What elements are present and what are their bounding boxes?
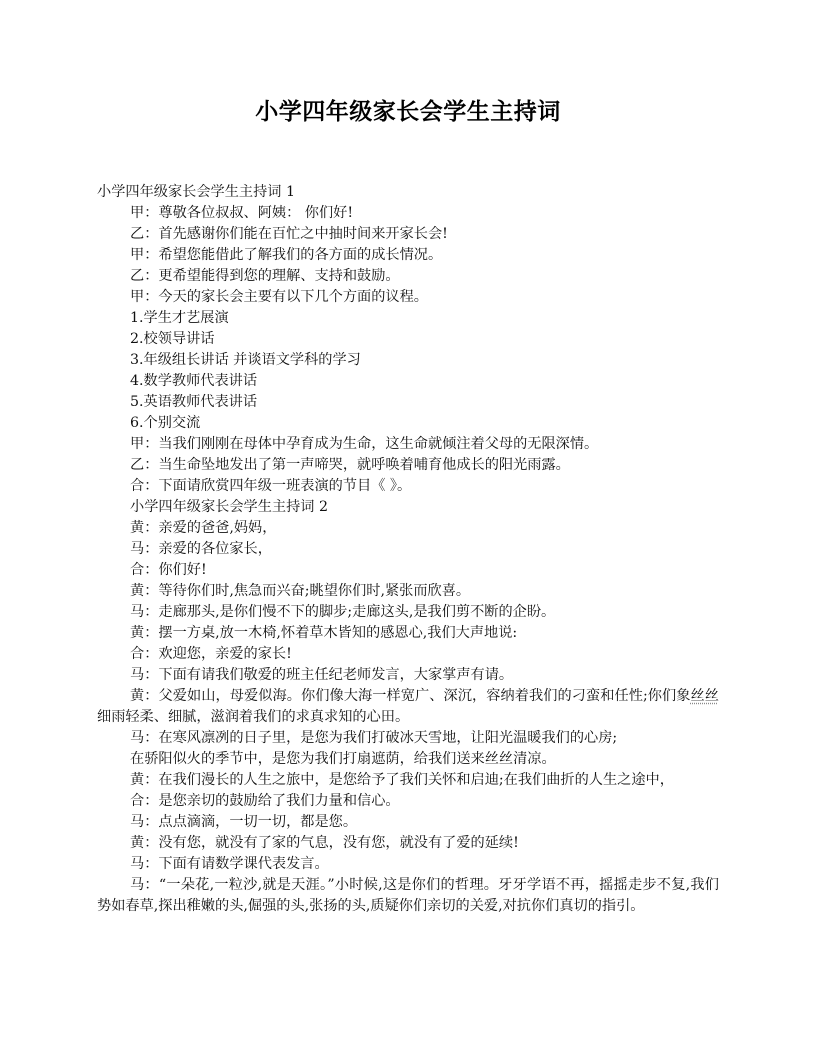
dialogue-line: 合：欢迎您，亲爱的家长!: [130, 646, 292, 662]
dialogue-line: 黄：摆一方桌,放一木椅,怀着草木皆知的感恩心,我们大声地说:: [130, 625, 518, 641]
dialogue-line: 合：是您亲切的鼓励给了我们力量和信心。: [130, 793, 400, 809]
dialogue-line: 黄：等待你们时,焦急而兴奋;眺望你们时,紧张而欣喜。: [130, 583, 471, 599]
dialogue-line: 乙：当生命坠地发出了第一声啼哭，就呼唤着哺育他成长的阳光雨露。: [130, 457, 570, 473]
dialogue-line: 黄：没有您，就没有了家的气息，没有您，就没有了爱的延续!: [130, 835, 519, 851]
dialogue-line: 马：走廊那头,是你们慢不下的脚步;走廊这头,是我们剪不断的企盼。: [130, 604, 556, 620]
dialogue-line: 甲：尊敬各位叔叔、阿姨： 你们好!: [130, 205, 354, 221]
dialogue-line: 马：“一朵花,一粒沙,就是天涯。”小时候,这是你们的哲理。牙牙学语不再，摇摇走步不复,我们势如春草,探出稚嫩的头,倔强的头,张扬的头,质疑你们亲切的关爱,对抗你们真切的指引。: [97, 877, 719, 914]
section-heading-2: 小学四年级家长会学生主持词 2: [130, 499, 328, 515]
text-run: 细雨轻柔、细腻，滋润着我们的求真求知的心田。: [97, 709, 410, 725]
section-heading-1: 小学四年级家长会学生主持词 1: [97, 184, 295, 200]
dialogue-line: 马：点点滴滴，一切一切，都是您。: [130, 814, 358, 830]
dialogue-line: [97, 686, 719, 728]
dialogue-line: 甲：当我们刚刚在母体中孕育成为生命，这生命就倾注着父母的无限深情。: [130, 436, 599, 452]
dialogue-line: 马：下面有请数学课代表发言。: [130, 856, 329, 872]
agenda-item: 1.学生才艺展演: [130, 310, 229, 326]
spellcheck-marked-word: 丝丝: [690, 688, 719, 704]
dialogue-line: 甲：今天的家长会主要有以下几个方面的议程。: [130, 289, 428, 305]
dialogue-line: 乙：首先感谢你们能在百忙之中抽时间来开家长会!: [130, 226, 448, 242]
agenda-item: 2.校领导讲话: [130, 331, 215, 347]
text-run: 黄：父爱如山，母爱似海。你们像大海一样宽广、深沉，容纳着我们的刁蛮和任性;你们象: [130, 688, 691, 704]
dialogue-line: 马：亲爱的各位家长，: [130, 541, 272, 557]
agenda-item: 3.年级组长讲话 并谈语文学科的学习: [130, 352, 361, 368]
document-title: 小学四年级家长会学生主持词: [255, 99, 561, 125]
agenda-item: 6.个别交流: [130, 415, 201, 431]
dialogue-line: 黄：在我们漫长的人生之旅中，是您给予了我们关怀和启迪;在我们曲折的人生之途中，: [130, 772, 674, 788]
dialogue-line: 甲：希望您能借此了解我们的各方面的成长情况。: [130, 247, 443, 263]
agenda-item: 5.英语教师代表讲话: [130, 394, 258, 410]
dialogue-line: 合：你们好!: [130, 562, 207, 578]
dialogue-line: 马：下面有请我们敬爱的班主任纪老师发言，大家掌声有请。: [130, 667, 514, 683]
agenda-item: 4.数学教师代表讲话: [130, 373, 258, 389]
dialogue-line: 合：下面请欣赏四年级一班表演的节目《 》。: [130, 478, 412, 494]
dialogue-line: 马：在寒风凛冽的日子里，是您为我们打破冰天雪地，让阳光温暖我们的心房;: [130, 730, 618, 746]
dialogue-line: 乙：更希望能得到您的理解、支持和鼓励。: [130, 268, 400, 284]
dialogue-line: 在骄阳似火的季节中，是您为我们打扇遮荫，给我们送来丝丝清凉。: [130, 751, 556, 767]
dialogue-line: 黄：亲爱的爸爸,妈妈，: [130, 520, 277, 536]
document-body: [97, 182, 719, 917]
